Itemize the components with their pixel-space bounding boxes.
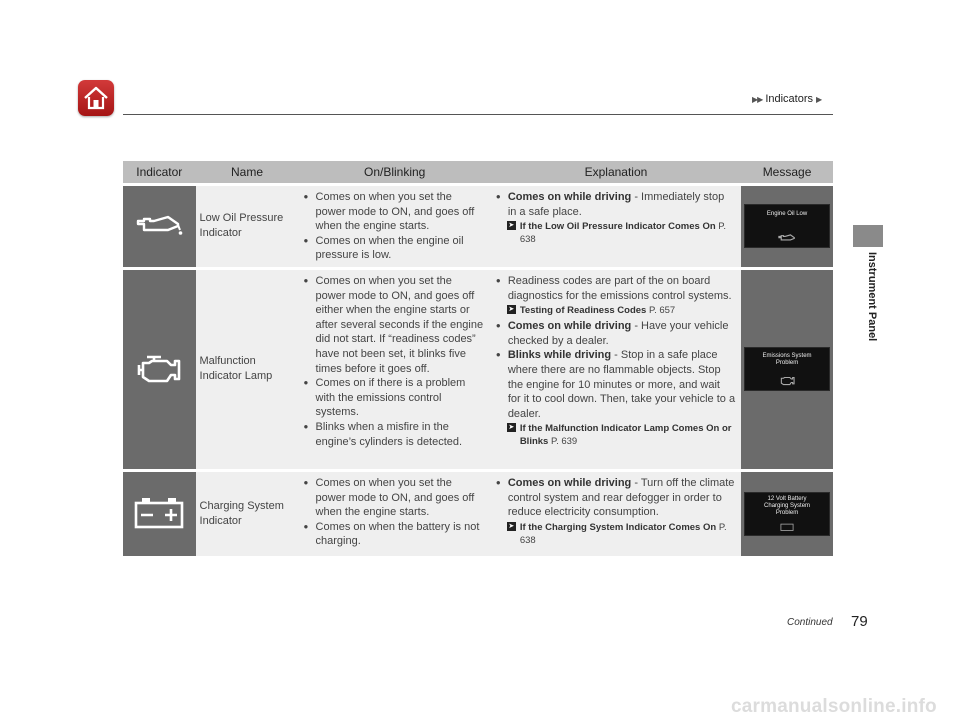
indicator-name: Charging System Indicator (196, 472, 299, 556)
section-label: Instrument Panel (866, 252, 878, 342)
message-screen (744, 492, 830, 536)
column-header: Name (196, 161, 299, 183)
item-text: - Stop in a safe place where there are no flammable objects. Stop the engine for 10 minutes or more, and wait for it to cool down. Then, take your vehicle to a dealer. (507, 349, 736, 420)
engine-icon (778, 374, 796, 386)
xref-title: Testing of Readiness Codes (519, 305, 647, 317)
xref-arrow-icon: ➤ (508, 306, 515, 314)
table-row (123, 472, 833, 556)
indicator-cell (123, 270, 196, 469)
list-item (494, 476, 735, 520)
column-header: Explanation (491, 161, 741, 183)
list-item: ● Comes on when you set the power mode to ON, and goes off either when the engine starts or after several seconds if the engine did not start. If “readiness codes” have not been set, it blinks five times before it goes off. (302, 274, 485, 376)
page-number: 79 (851, 613, 868, 630)
message-cell (741, 472, 833, 556)
message-cell (741, 186, 833, 267)
xref-title: If the Charging System Indicator Comes On (519, 521, 717, 533)
item-text: - Turn off the climate control system and rear defogger in order to reduce electricity consumption. (507, 476, 735, 519)
xref-page: P. 638 (519, 221, 727, 246)
message-cell (741, 270, 833, 469)
indicator-cell (123, 186, 196, 267)
cross-reference[interactable] (494, 521, 735, 547)
home-button[interactable] (78, 80, 114, 116)
xref-title: If the Low Oil Pressure Indicator Comes On (519, 221, 716, 233)
breadcrumb-label[interactable]: Indicators (765, 93, 814, 105)
xref-arrow-icon: ➤ (508, 424, 515, 432)
on-blinking-cell (299, 270, 491, 469)
list-item: ● Comes on when the engine oil pressure is low. (302, 234, 485, 263)
table-row (123, 186, 833, 267)
item-text: - Immediately stop in a safe place. (507, 191, 725, 218)
battery-icon (133, 495, 185, 529)
explanation-cell (491, 472, 741, 556)
bold-lead: Comes on while driving (507, 476, 632, 489)
breadcrumb-arrows-icon: ▶▶ (752, 94, 763, 104)
cross-reference[interactable] (494, 304, 735, 317)
cross-reference[interactable] (494, 422, 735, 448)
column-header: On/Blinking (299, 161, 491, 183)
column-header: Indicator (123, 161, 196, 183)
battery-icon (780, 522, 794, 531)
oil-can-icon (777, 233, 797, 243)
xref-arrow-icon: ➤ (508, 222, 515, 230)
engine-icon (135, 351, 183, 385)
breadcrumb (752, 93, 821, 105)
explanation-cell (491, 186, 741, 267)
indicator-table (123, 158, 833, 559)
header-divider (123, 114, 833, 115)
xref-arrow-icon: ➤ (508, 522, 515, 530)
xref-page: P. 638 (519, 521, 727, 546)
bold-lead: Comes on while driving (507, 191, 632, 203)
item-text: - Have your vehicle checked by a dealer. (507, 320, 729, 347)
message-text: 12 Volt Battery Charging System Problem (764, 495, 811, 516)
table-row (123, 270, 833, 469)
xref-page: P. 657 (646, 305, 676, 317)
bold-lead: Blinks while driving (507, 349, 612, 362)
bold-lead: Comes on while driving (507, 320, 632, 333)
list-item (494, 319, 735, 348)
indicator-name: Malfunction Indicator Lamp (196, 270, 299, 469)
on-blinking-cell (299, 186, 491, 267)
cross-reference[interactable] (494, 220, 735, 246)
list-item: ● Comes on if there is a problem with the emissions control systems. (302, 376, 485, 420)
section-tab[interactable] (853, 225, 883, 247)
list-item: ● Comes on when you set the power mode to ON, and goes off when the engine starts. (302, 190, 485, 234)
list-item (494, 190, 735, 219)
list-item: ● Blinks when a misfire in the engine’s cylinders is detected. (302, 420, 485, 449)
oil-can-icon (134, 212, 184, 238)
indicator-name: Low Oil Pressure Indicator (196, 186, 299, 267)
on-blinking-cell (299, 472, 491, 556)
list-item: ● Comes on when you set the power mode to ON, and goes off when the engine starts. (302, 476, 485, 520)
xref-page: P. 639 (548, 436, 578, 448)
continued-label: Continued (787, 617, 833, 628)
list-item: ● Readiness codes are part of the on board diagnostics for the emissions control systems. (494, 274, 735, 303)
message-text: Emissions System Problem (762, 353, 812, 367)
indicator-cell (123, 472, 196, 556)
message-text: Engine Oil Low (766, 211, 808, 218)
list-item (494, 348, 735, 421)
breadcrumb-next-icon: ▶ (816, 94, 822, 104)
explanation-cell (491, 270, 741, 469)
column-header: Message (741, 161, 833, 183)
message-screen (744, 204, 830, 248)
home-icon (83, 86, 109, 110)
watermark: carmanualsonline.info (731, 696, 937, 717)
table-header-row (123, 161, 833, 183)
xref-title: If the Malfunction Indicator Lamp Comes On or Blinks (519, 423, 732, 448)
message-screen (744, 347, 830, 391)
list-item: ● Comes on when the battery is not charging. (302, 520, 485, 549)
